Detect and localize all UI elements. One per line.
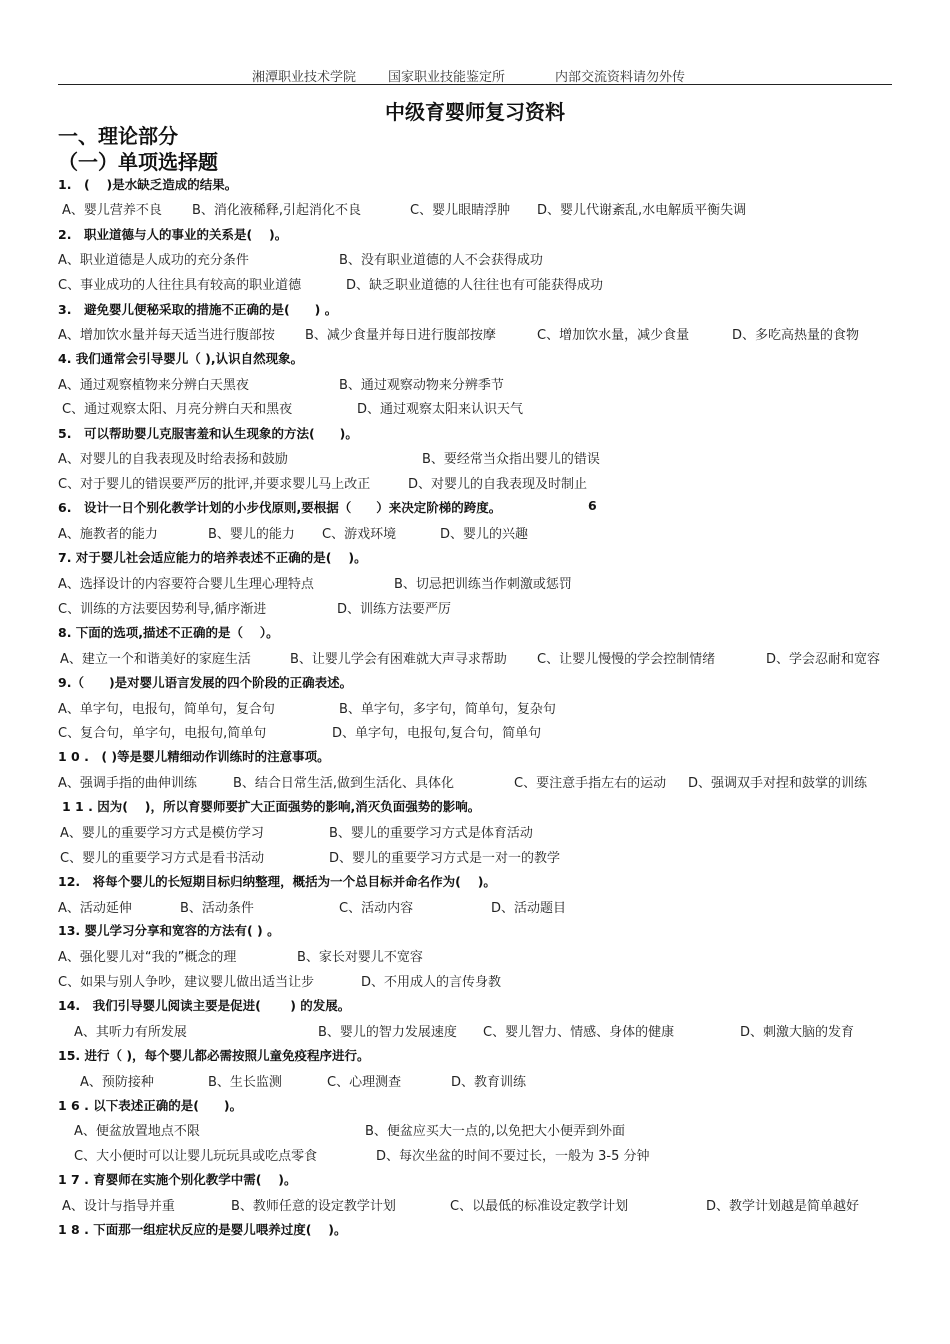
question-17: 1 7 . 育婴师在实施个别化教学中需( )。 [58, 1172, 297, 1187]
question-13: 13. 婴儿学习分享和宽容的方法有( ) 。 [58, 923, 280, 938]
option-a: A、对婴儿的自我表现及时给表扬和鼓励 [58, 452, 288, 467]
option-d: D、教学计划越是简单越好 [706, 1199, 860, 1214]
question-4: 4. 我们通常会引导婴儿（ ),认识自然现象。 [58, 351, 304, 366]
option-d: D、缺乏职业道德的人往往也有可能获得成功 [346, 278, 604, 293]
question-6: 6. 设计一日个别化教学计划的小步伐原则,要根据（ ）来决定阶梯的跨度。 [58, 500, 502, 515]
header-institute: 国家职业技能鉴定所 [388, 70, 506, 85]
option-d: D、婴儿代谢紊乱,水电解质平衡失调 [537, 203, 747, 218]
option-a: A、通过观察植物来分辨白天黑夜 [58, 378, 249, 393]
option-b: B、单字句，多字句，简单句，复杂句 [339, 702, 556, 717]
option-d: D、单字句，电报句,复合句，简单句 [332, 726, 542, 741]
option-c: C、婴儿眼睛浮肿 [410, 203, 511, 218]
option-c: C、要注意手指左右的运动 [514, 776, 667, 791]
question-8: 8. 下面的选项,描述不正确的是（ ）。 [58, 625, 279, 640]
question-12: 12. 将每个婴儿的长短期目标归纳整理，概括为一个总目标并命名作为( )。 [58, 874, 496, 889]
section-heading-theory: 一、理论部分 [58, 124, 178, 148]
question-3: 3. 避免婴儿便秘采取的措施不正确的是( ) 。 [58, 302, 338, 317]
option-a: A、强化婴儿对“我的”概念的理 [58, 950, 237, 965]
option-a: A、婴儿营养不良 [62, 203, 162, 218]
header-notice: 内部交流资料请勿外传 [555, 70, 686, 85]
option-d: D、活动题目 [491, 901, 567, 916]
question-2: 2. 职业道德与人的事业的关系是( )。 [58, 227, 288, 242]
option-d: D、通过观察太阳来认识天气 [357, 402, 524, 417]
option-c: C、活动内容 [339, 901, 414, 916]
option-c: C、通过观察太阳、月亮分辨白天和黑夜 [62, 402, 293, 417]
option-b: B、生长监测 [208, 1075, 282, 1090]
question-10: 1 0 . ( )等是婴儿精细动作训练时的注意事项。 [58, 749, 330, 764]
option-a: A、预防接种 [80, 1075, 154, 1090]
option-c: C、心理测查 [327, 1075, 402, 1090]
question-16: 1 6 . 以下表述正确的是( )。 [58, 1098, 243, 1113]
option-a: A、施教者的能力 [58, 527, 158, 542]
option-b: B、消化液稀释,引起消化不良 [192, 203, 362, 218]
option-d: D、教育训练 [451, 1075, 527, 1090]
option-d: D、婴儿的兴趣 [440, 527, 529, 542]
option-b: B、要经常当众指出婴儿的错误 [422, 452, 600, 467]
option-c: C、复合句，单字句，电报句,简单句 [58, 726, 267, 741]
option-a: A、选择设计的内容要符合婴儿生理心理特点 [58, 577, 314, 592]
option-d: D、刺激大脑的发育 [740, 1025, 855, 1040]
option-a: A、单字句，电报句，简单句，复合句 [58, 702, 275, 717]
option-a: A、便盆放置地点不限 [74, 1124, 200, 1139]
option-d: D、不用成人的言传身教 [361, 975, 502, 990]
option-b: B、没有职业道德的人不会获得成功 [339, 253, 543, 268]
option-a: A、增加饮水量并每天适当进行腹部按 [58, 328, 275, 343]
option-d: D、学会忍耐和宽容 [766, 652, 881, 667]
option-c: C、让婴儿慢慢的学会控制情绪 [537, 652, 716, 667]
question-1: 1. ( )是水缺乏造成的结果。 [58, 177, 238, 192]
option-b: B、活动条件 [180, 901, 254, 916]
option-a: A、职业道德是人成功的充分条件 [58, 253, 249, 268]
option-c: C、事业成功的人往往具有较高的职业道德 [58, 278, 302, 293]
question-18: 1 8 . 下面那一组症状反应的是婴儿喂养过度( )。 [58, 1222, 347, 1237]
page-header [58, 66, 892, 85]
option-a: A、婴儿的重要学习方式是模仿学习 [60, 826, 264, 841]
option-a: A、活动延伸 [58, 901, 132, 916]
question-14: 14. 我们引导婴儿阅读主要是促进( ) 的发展。 [58, 998, 351, 1013]
option-b: B、让婴儿学会有困难就大声寻求帮助 [290, 652, 507, 667]
option-d: D、每次坐盆的时间不要过长，一般为 3-5 分钟 [376, 1149, 650, 1164]
option-d: D、训练方法要严厉 [337, 602, 452, 617]
option-c: C、训练的方法要因势利导,循序渐进 [58, 602, 267, 617]
option-a: A、强调手指的曲伸训练 [58, 776, 197, 791]
option-b: B、减少食量并每日进行腹部按摩 [305, 328, 496, 343]
section-heading-single-choice: （一）单项选择题 [58, 150, 218, 174]
option-d: D、对婴儿的自我表现及时制止 [408, 477, 588, 492]
option-a: A、设计与指导并重 [62, 1199, 175, 1214]
header-school: 湘潭职业技术学院 [252, 70, 357, 85]
option-b: B、结合日常生活,做到生活化、具体化 [233, 776, 455, 791]
option-b: B、婴儿的重要学习方式是体育活动 [329, 826, 533, 841]
option-c: C、以最低的标准设定教学计划 [450, 1199, 629, 1214]
option-d: D、多吃高热量的食物 [732, 328, 860, 343]
question-15: 15. 进行（ )，每个婴儿都必需按照儿童免疫程序进行。 [58, 1048, 370, 1063]
option-b: B、通过观察动物来分辨季节 [339, 378, 504, 393]
option-b: B、婴儿的能力 [208, 527, 295, 542]
option-d: D、婴儿的重要学习方式是一对一的教学 [329, 851, 561, 866]
option-a: A、建立一个和谐美好的家庭生活 [60, 652, 251, 667]
question-7: 7. 对于婴儿社会适应能力的培养表述不正确的是( )。 [58, 550, 367, 565]
question-5: 5. 可以帮助婴儿克服害羞和认生现象的方法( )。 [58, 426, 358, 441]
option-b: B、切忌把训练当作刺激或惩罚 [394, 577, 572, 592]
question-6-margin-note: 6 [588, 498, 597, 513]
option-c: C、增加饮水量，减少食量 [537, 328, 690, 343]
option-d: D、强调双手对捏和鼓掌的训练 [688, 776, 868, 791]
option-b: B、家长对婴儿不宽容 [297, 950, 423, 965]
question-9: 9.（ )是对婴儿语言发展的四个阶段的正确表述。 [58, 675, 353, 690]
option-c: C、对于婴儿的错误要严厉的批评,并要求婴儿马上改正 [58, 477, 371, 492]
option-c: C、大小便时可以让婴儿玩玩具或吃点零食 [74, 1149, 318, 1164]
option-b: B、婴儿的智力发展速度 [318, 1025, 457, 1040]
option-b: B、便盆应买大一点的,以免把大小便弄到外面 [365, 1124, 626, 1139]
document-title: 中级育婴师复习资料 [385, 100, 565, 124]
option-c: C、婴儿的重要学习方式是看书活动 [60, 851, 265, 866]
option-c: C、游戏环境 [322, 527, 397, 542]
option-a: A、其听力有所发展 [74, 1025, 187, 1040]
option-b: B、教师任意的设定教学计划 [231, 1199, 396, 1214]
question-11: 1 1 . 因为( )，所以育婴师要扩大正面强势的影响,消灭负面强势的影响。 [62, 799, 481, 814]
option-c: C、婴儿智力、情感、身体的健康 [483, 1025, 675, 1040]
option-c: C、如果与别人争吵，建议婴儿做出适当让步 [58, 975, 315, 990]
